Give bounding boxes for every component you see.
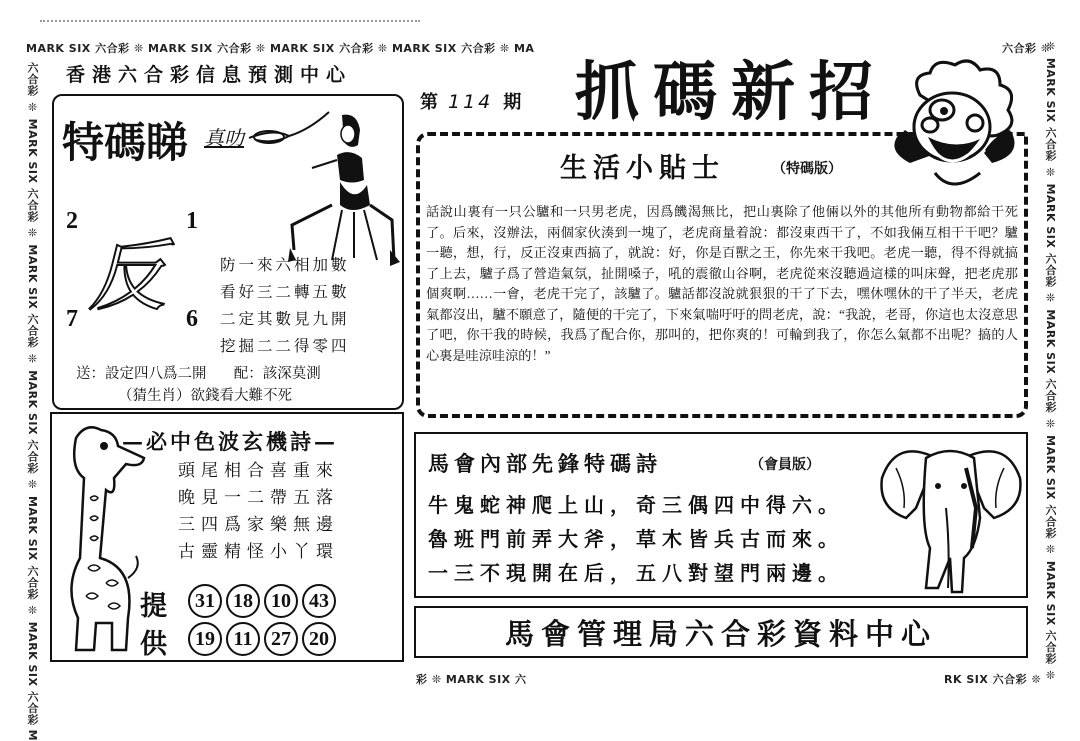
big-hint-character: 反 [88, 232, 167, 322]
issue-prefix: 第 [420, 92, 438, 113]
hint-lines [220, 252, 350, 360]
zodiac-line: （猜生肖）欲錢看大難不死 [118, 388, 292, 404]
number-ball: 18 [226, 584, 260, 618]
top-scan-artifact [40, 20, 420, 28]
number-ball: 20 [302, 622, 336, 656]
poem-line: 一三不現開在后，五八對望門兩邊。 [428, 561, 844, 585]
send-text: 設定四八爲二開 [105, 366, 207, 382]
corner-number-top-right: 1 [186, 208, 198, 234]
life-tips-edition: （特碼版） [772, 161, 842, 177]
corner-number-top-left: 2 [66, 208, 78, 234]
number-ball: 31 [188, 584, 222, 618]
woman-with-whip-illustration [282, 110, 402, 270]
main-title: 抓碼新招 [575, 55, 887, 130]
pair-text: 該深莫測 [262, 366, 321, 382]
footer-banner [414, 606, 1028, 658]
number-ball: 11 [226, 622, 260, 656]
vanguard-poem-box [414, 432, 1028, 598]
provide-label-bottom: 供 [140, 629, 167, 660]
left-border-strip: 六合彩 ❊ MARK SIX 六合彩 ❊ MARK SIX 六合彩 ❊ MARK SIX 六合彩 ❊ MARK SIX 六合彩 ❊ MARK SIX 六合彩 M [26, 62, 39, 741]
hint-line: 挖掘二二得零四 [220, 337, 350, 355]
poem-line: 魯班門前弄大斧，草木皆兵古而來。 [428, 527, 844, 551]
hint-line: 二定其數見九開 [220, 310, 350, 328]
tema-box-subtitle: 真叻 [204, 126, 244, 150]
tema-box-title: 特碼睇 [62, 118, 189, 167]
vanguard-poem-lines [428, 488, 844, 590]
vanguard-poem-edition: （會員版） [750, 457, 820, 473]
poem-line: 頭尾相合喜重來 [178, 461, 339, 481]
footer-banner-text: 馬會管理局六合彩資料中心 [504, 616, 937, 651]
poem-line: 晚見一二帶五落 [178, 488, 339, 508]
poem-line: 三四爲家樂無邊 [178, 515, 339, 535]
color-poem-title: —必中色波玄機詩— [122, 429, 338, 454]
color-poem-box [50, 412, 404, 662]
elephant-illustration [876, 438, 1024, 596]
corner-number-bottom-right: 6 [186, 306, 198, 332]
number-row-1 [188, 584, 340, 618]
bottom-left-border-strip: 彩 ❊ MARK SIX 六 [416, 673, 527, 686]
tema-box [52, 94, 404, 410]
top-border-strip: MARK SIX 六合彩 ❊ MARK SIX 六合彩 ❊ MARK SIX 六合彩 ❊ MARK SIX 六合彩 ❊ MA [26, 42, 535, 55]
life-tips-box [416, 132, 1028, 418]
send-pair-line [76, 362, 321, 383]
vanguard-poem-title: 馬會內部先鋒特碼詩 [428, 451, 662, 476]
corner-number-bottom-left: 7 [66, 306, 78, 332]
provide-label-top: 提 [140, 591, 167, 622]
issue-suffix: 期 [503, 92, 522, 113]
life-tips-story: 話說山裏有一只公驢和一只男老虎，因爲饑渴無比，把山裏除了他倆以外的其他所有動物都給干死了。后來，沒辦法，兩個家伙湊到一塊了，老虎商量着說：都沒東西干了，不如我倆互相干干吧？驢一聽，想，行，反正沒東西搞了，就說：好，你是百獸之王，你先來干我吧。老虎一聽，得不得就搞了上去，驢子爲了營造氣氛，扯開嗓子，吼的震徹山谷啊，老虎從來沒聽過這樣的叫床聲，把老虎那個爽啊……一會，老虎干完了，該驢了。驢話都沒說就狠狠的干了下去，嘿休嘿休的干了半天，老虎氣都沒出，驢不願意了，隨便的干完了，下來氣喘吁吁的問老虎，說：“我說，老哥，你這也太沒意思了吧，你干我的時候，我爲了配合你，那叫的，把你爽的！可輪到我了，你怎么氣都不出呢？搞的人心裏是哇涼哇涼的！” [426, 204, 1018, 363]
number-ball: 43 [302, 584, 336, 618]
life-tips-title: 生活小貼士 [560, 153, 725, 184]
number-ball: 19 [188, 622, 222, 656]
prediction-center-title: 香港六合彩信息預測中心 [66, 64, 353, 86]
poem-line: 古靈精怪小丫環 [178, 542, 339, 562]
hint-line: 看好三二轉五數 [220, 283, 350, 301]
number-ball: 27 [264, 622, 298, 656]
issue-label [420, 88, 521, 114]
pair-label: 配： [233, 366, 263, 382]
issue-number: 114 [448, 91, 494, 113]
right-border-strip: ❊ MARK SIX 六合彩 ❊ MARK SIX 六合彩 ❊ MARK SIX 六合彩 ❊ MARK SIX 六合彩 ❊ MARK SIX 六合彩 ❊ [1044, 40, 1057, 683]
send-label: 送： [76, 366, 105, 382]
number-row-2 [188, 622, 340, 656]
hint-line: 防一來六相加數 [220, 256, 350, 274]
number-ball: 10 [264, 584, 298, 618]
bottom-right-border-strip: RK SIX 六合彩 ❊ [944, 673, 1042, 686]
poem-line: 牛鬼蛇神爬上山，奇三偶四中得六。 [428, 493, 844, 517]
top-right-border-strip: 六合彩 ❊ [1002, 42, 1051, 55]
color-poem-lines [178, 458, 339, 566]
